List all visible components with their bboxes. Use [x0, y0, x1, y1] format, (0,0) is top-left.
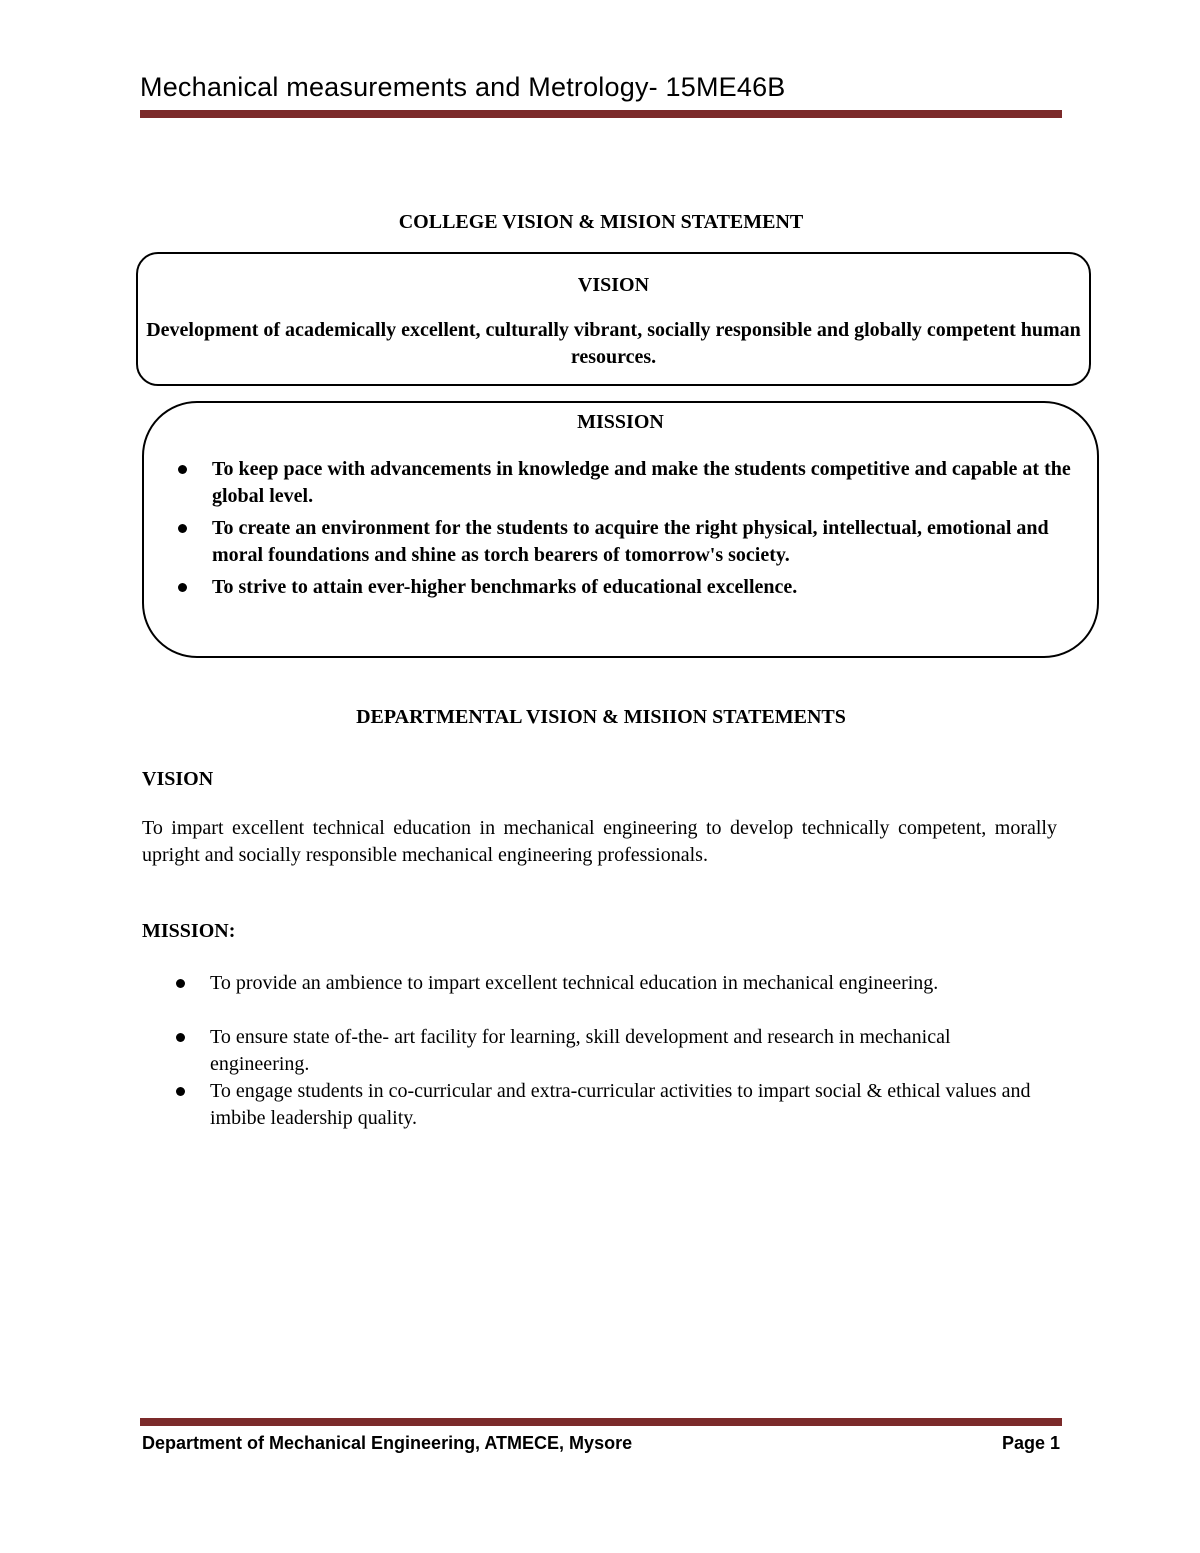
footer-page-number: Page 1 [1001, 1433, 1060, 1453]
bullet-icon [178, 465, 187, 474]
list-item-text: To keep pace with advancements in knowledge and make the students competitive and capable at the global level. [212, 458, 1071, 507]
list-item-text: To create an environment for the students to acquire the right physical, intellectual, emotional and moral foundations and shine as torch bearers of tomorrow's society. [212, 517, 1049, 566]
list-item [144, 515, 1097, 569]
bullet-icon [178, 524, 187, 533]
department-section-title: DEPARTMENTAL VISION & MISIION STATEMENTS [356, 706, 846, 728]
page-header-title: Mechanical measurements and Metrology- 15ME46B [140, 72, 786, 102]
list-item [144, 574, 1097, 601]
bullet-icon [176, 979, 185, 988]
college-section-title: COLLEGE VISION & MISION STATEMENT [398, 211, 804, 233]
bullet-icon [176, 1087, 185, 1096]
department-vision-text: To impart excellent technical education in mechanical engineering to develop technically competent, morally upright and socially responsible mechanical engineering professionals. [142, 817, 1057, 866]
footer-rule [140, 1418, 1062, 1426]
list-item-text: To strive to attain ever-higher benchmarks of educational excellence. [212, 576, 798, 598]
list-item-text: To engage students in co-curricular and extra-curricular activities to impart social & ethical values and imbibe leadership quality. [210, 1080, 1031, 1129]
list-item [142, 1024, 1042, 1078]
bullet-icon [176, 1033, 185, 1042]
list-item [142, 1078, 1042, 1132]
bullet-icon [178, 583, 187, 592]
list-item [144, 456, 1097, 510]
list-item-text: To provide an ambience to impart excellent technical education in mechanical engineering. [210, 972, 939, 994]
footer-department: Department of Mechanical Engineering, ATMECE, Mysore [142, 1433, 633, 1453]
list-item [142, 970, 1042, 997]
department-vision-heading: VISION [142, 768, 214, 790]
college-mission-box [142, 401, 1099, 658]
header-rule [140, 110, 1062, 118]
college-mission-list [144, 456, 1097, 601]
college-vision-heading: VISION [577, 274, 650, 296]
list-item-text: To ensure state of-the- art facility for learning, skill development and research in mechanical engineering. [210, 1026, 951, 1075]
department-mission-heading: MISSION: [142, 920, 236, 942]
department-mission-list [142, 970, 1042, 1132]
college-mission-heading: MISSION [577, 411, 664, 433]
college-vision-text: Development of academically excellent, culturally vibrant, socially responsible and globally competent human resources. [146, 319, 1081, 368]
college-vision-box [136, 252, 1091, 386]
